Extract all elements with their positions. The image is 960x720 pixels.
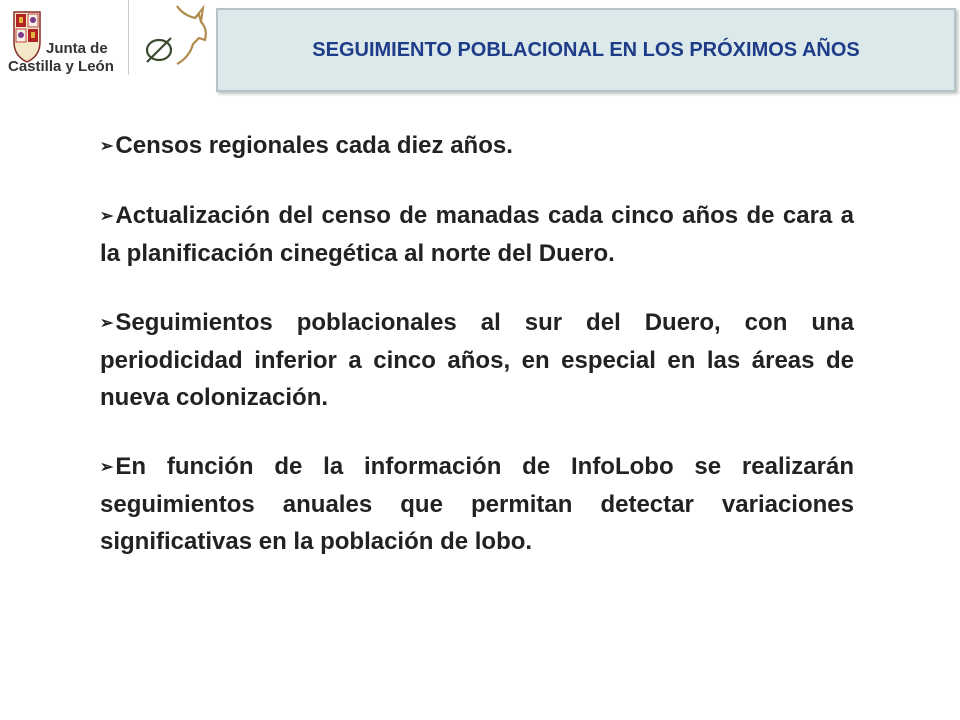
- list-item: [100, 127, 854, 165]
- jcyl-logo-text: [8, 40, 114, 76]
- bullet-text: Actualización del censo de manadas cada cinco años de cara a la planificación cinegética al norte del Duero.: [100, 202, 854, 267]
- arrow-bullet-icon: ➢: [100, 208, 114, 225]
- logo-text-line1: Junta de: [46, 40, 108, 57]
- title-box: [216, 8, 956, 92]
- bullet-text: Censos regionales cada diez años.: [115, 132, 513, 159]
- list-item: [100, 197, 854, 272]
- arrow-bullet-icon: ➢: [100, 459, 114, 476]
- list-item: [100, 304, 854, 416]
- bullet-list: [100, 127, 854, 592]
- bullet-text: Seguimientos poblacionales al sur del Duero, con una periodicidad inferior a cinco años, en especial en las áreas de nueva colonización.: [100, 309, 854, 411]
- list-item: [100, 448, 854, 560]
- bullet-text: En función de la información de InfoLobo se realizarán seguimientos anuales que permitan detectar variaciones significativas en la población de lobo.: [100, 453, 854, 555]
- page-title: SEGUIMIENTO POBLACIONAL EN LOS PRÓXIMOS AÑOS: [312, 39, 860, 61]
- logo-text-line2: Castilla y León: [8, 58, 114, 75]
- arrow-bullet-icon: ➢: [100, 138, 114, 155]
- header-logos: [0, 0, 215, 80]
- wolf-logo-icon: [128, 0, 215, 75]
- arrow-bullet-icon: ➢: [100, 315, 114, 332]
